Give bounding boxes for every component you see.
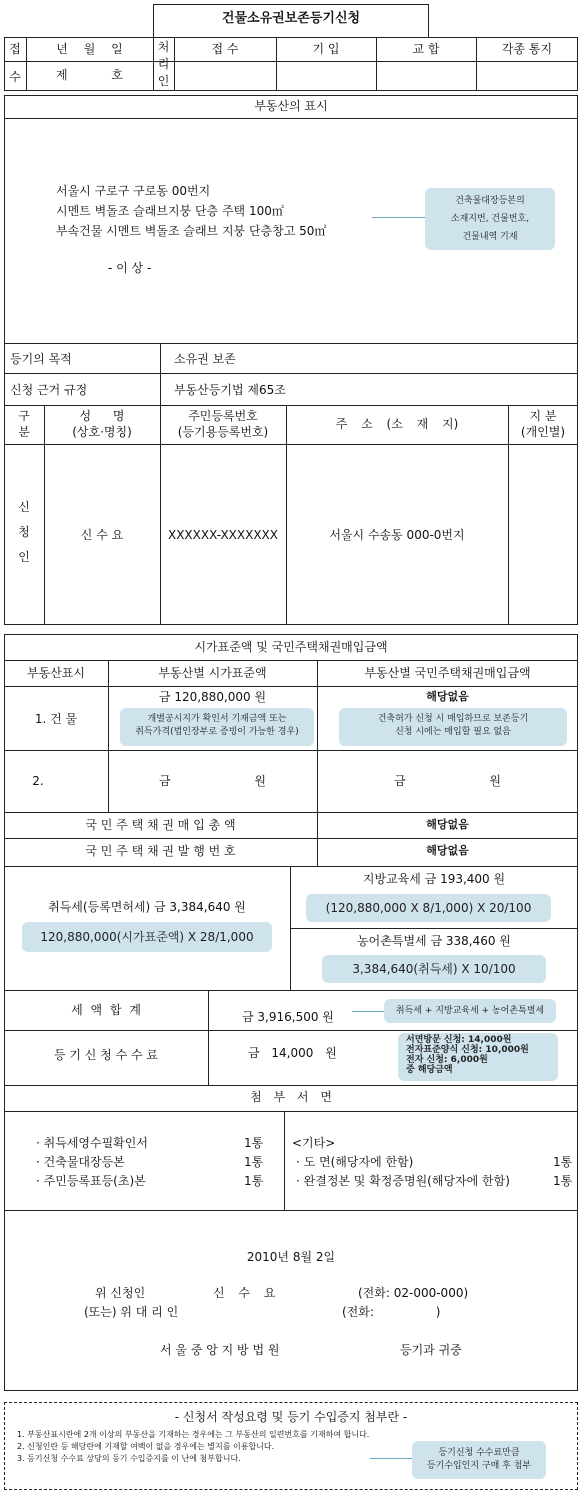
row1-value: 금 120,880,000 원 (158, 690, 267, 704)
purpose-value: 소유권 보존 (174, 352, 236, 366)
row1-bond: 해당없음 (426, 690, 469, 703)
bond-total-value: 해당없음 (426, 818, 469, 831)
receipt-col-gyohap: 교 합 (412, 42, 440, 56)
row2-bond: 금 원 (394, 774, 501, 788)
process-label-1: 처 (157, 40, 170, 54)
acquisition-tax: 취득세(등록면허세) 금 3,384,640 원 (48, 900, 246, 914)
process-label-3: 인 (157, 74, 170, 88)
sum-value: 금 3,916,500 원 (242, 1010, 334, 1024)
receipt-label-su: 수 (9, 70, 21, 84)
attach-left-1: · 취득세영수필확인서 (36, 1136, 148, 1150)
purpose-label: 등기의 목적 (10, 352, 72, 366)
sign-applicant-label: 위 신청인 (95, 1286, 146, 1300)
sum-arrow (352, 1011, 384, 1012)
footer-item-1: 1. 부동산표시란에 2개 이상의 부동산을 기재하는 경우에는 그 부동산의 일련번호를 기재하여 합니다. (17, 1430, 370, 1439)
attach-left-1-count: 1통 (244, 1136, 264, 1150)
applicant-label-3: 인 (18, 550, 30, 564)
row2-label: 2. (32, 774, 44, 788)
property-section (4, 95, 578, 625)
hdr-address: 주 소 (소 재 지) (335, 417, 459, 431)
note-arrow (372, 217, 426, 218)
footer-arrow (370, 1458, 412, 1459)
receipt-label-jeop: 접 (9, 42, 21, 56)
edu-formula: (120,880,000 X 8/1,000) X 20/100 (306, 894, 551, 922)
property-end-mark: - 이 상 - (108, 261, 152, 275)
acquisition-formula: 120,880,000(시가표준액) X 28/1,000 (22, 922, 272, 952)
property-line-1: 서울시 구로구 구로동 00번지 (56, 184, 211, 198)
hdr-share-2: (개인별) (520, 425, 566, 439)
row2-value: 금 원 (159, 774, 266, 788)
basis-value: 부동산등기법 제65조 (174, 383, 286, 397)
rural-tax: 농어촌특별세 금 338,460 원 (357, 934, 511, 948)
receipt-col-giip: 기 입 (312, 42, 340, 56)
attach-left-3: · 주민등록표등(초)본 (36, 1174, 146, 1188)
rural-formula: 3,384,640(취득세) X 10/100 (322, 955, 546, 983)
attach-left-2: · 건축물대장등본 (36, 1155, 125, 1169)
hdr-gubun-1: 구 (18, 409, 30, 423)
footer-item-3: 3. 등기신청 수수료 상당의 등기 수입증지를 이 난에 첨부합니다. (17, 1454, 241, 1463)
sum-note: 취득세 + 지방교육세 + 농어촌특별세 (384, 999, 556, 1023)
applicant-name: 신 수 요 (80, 528, 124, 542)
property-line-3: 부속건물 시멘트 벽돌조 슬래브 지붕 단층창고 50㎡ (56, 224, 327, 238)
property-header: 부동산의 표시 (254, 99, 328, 113)
attach-right-title: <기타> (292, 1136, 336, 1150)
form-title: 건물소유권보존등기신청 (221, 11, 361, 26)
row1-label: 1. 건 물 (34, 712, 78, 726)
basis-label: 신청 근거 규정 (10, 383, 88, 397)
sign-applicant-phone: (전화: 02-000-000) (358, 1286, 469, 1300)
process-label-2: 리 (157, 57, 170, 71)
hdr-id-2: (등기용등록번호) (177, 425, 269, 439)
fee-note: 서면방문 신청: 14,000원 전자표준양식 신청: 10,000원 전자 신청: 6,000원 중 해당금액 (398, 1033, 558, 1081)
footer-title: - 신청서 작성요령 및 등기 수입증지 첨부란 - (174, 1410, 408, 1424)
sign-agent-label: (또는) 위 대 리 인 (84, 1305, 179, 1319)
receipt-ymd: 년 월 일 (56, 42, 123, 56)
attach-right-2-count: 1통 (553, 1174, 573, 1188)
applicant-id: XXXXXX-XXXXXXX (167, 528, 278, 542)
row1-bond-note: 건축허가 신청 시 매입하므로 보존등기 신청 시에는 매입할 필요 없음 (339, 708, 567, 746)
property-line-2: 시멘트 벽돌조 슬래브지붕 단층 주택 100㎡ (56, 204, 284, 218)
hdr-name-1: 성 명 (79, 409, 125, 423)
footer-note: 등기신청 수수료만큼 등기수입인지 구매 후 첨부 (412, 1441, 546, 1479)
hdr-gubun-2: 분 (18, 425, 30, 439)
property-note: 건축물대장등본의 소재지번, 건물번호, 건물내역 기재 (425, 188, 555, 250)
attach-right-1-count: 1통 (553, 1155, 573, 1169)
col-property: 부동산표시 (27, 666, 85, 680)
bond-number-label: 국 민 주 택 채 권 발 행 번 호 (85, 844, 236, 858)
sign-date: 2010년 8월 2일 (246, 1250, 336, 1264)
attach-left-3-count: 1통 (244, 1174, 264, 1188)
sign-court: 서 울 중 앙 지 방 법 원 (160, 1343, 280, 1357)
receipt-col-jeopsu: 접 수 (211, 42, 239, 56)
sum-label: 세 액 합 계 (71, 1003, 141, 1017)
edu-tax: 지방교육세 금 193,400 원 (362, 872, 506, 886)
fee-label: 등 기 신 청 수 수 료 (53, 1048, 159, 1062)
hdr-id-1: 주민등록번호 (188, 409, 258, 423)
sign-applicant-name: 신 수 요 (213, 1286, 276, 1300)
col-standard-price: 부동산별 시가표준액 (158, 666, 267, 680)
row1-note: 개별공시지가 확인서 기재금액 또는 취득가격(법인장부로 증빙이 가능한 경우) (120, 708, 314, 746)
sign-agent-phone: (전화: ) (342, 1305, 441, 1319)
bond-number-value: 해당없음 (426, 844, 469, 857)
hdr-name-2: (상호·명칭) (72, 425, 132, 439)
bond-total-label: 국 민 주 택 채 권 매 입 총 액 (85, 818, 236, 832)
footer-item-2: 2. 신청인란 등 해당란에 기재할 여백이 없을 경우에는 별지를 이용합니다. (17, 1442, 275, 1451)
attach-left-2-count: 1통 (244, 1155, 264, 1169)
applicant-address: 서울시 수송동 000-0번지 (329, 528, 465, 542)
sign-dept: 등기과 귀중 (400, 1343, 462, 1357)
applicant-label-1: 신 (18, 500, 30, 514)
hdr-share-1: 지 분 (529, 409, 557, 423)
receipt-number: 제 호 (56, 68, 123, 82)
fee-value: 금 14,000 원 (248, 1046, 337, 1060)
receipt-col-notice: 각종 통지 (501, 42, 553, 56)
attach-right-2: · 완결정본 및 확정증명원(해당자에 한함) (296, 1174, 510, 1188)
applicant-label-2: 청 (18, 525, 30, 539)
valuation-header: 시가표준액 및 국민주택채권매입금액 (194, 640, 388, 654)
attachments-header: 첨 부 서 면 (250, 1090, 332, 1104)
attach-right-1: · 도 면(해당자에 한함) (296, 1155, 414, 1169)
col-bond-amount: 부동산별 국민주택채권매입금액 (364, 666, 531, 680)
